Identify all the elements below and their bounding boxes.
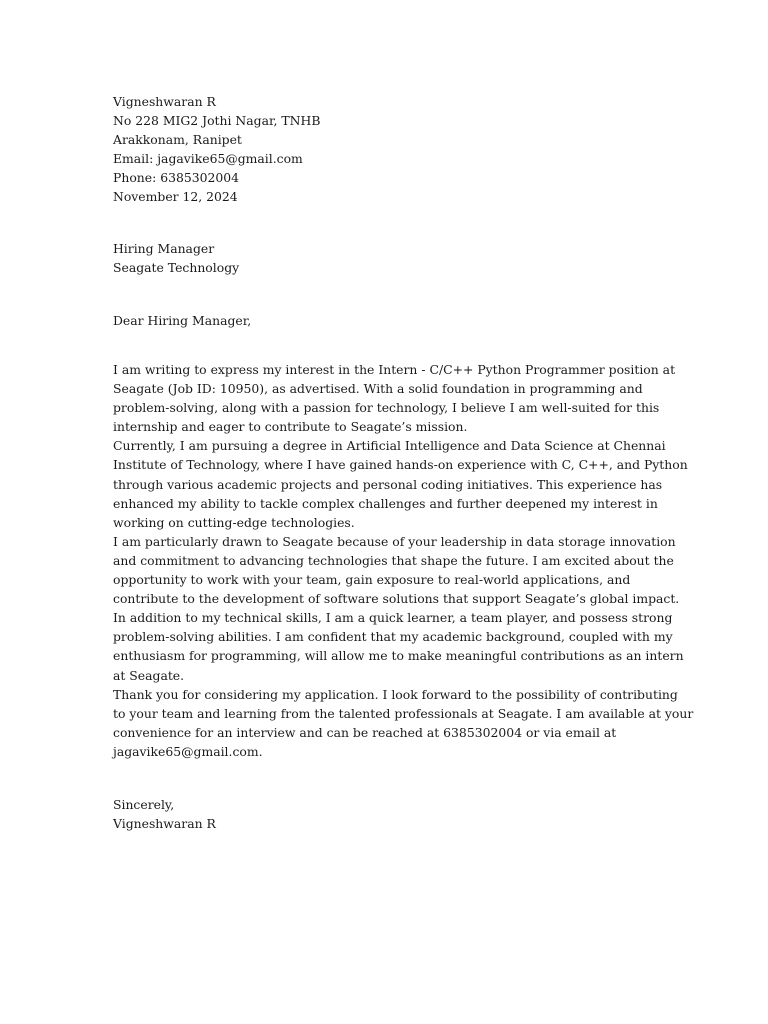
sender-street: No 228 MIG2 Jothi Nagar, TNHB [113,113,321,129]
sender-name: Vigneshwaran R [113,94,216,109]
sender-email: Email: jagavike65@gmail.com [113,151,303,167]
body-line: working on cutting-edge technologies. [113,514,355,530]
body-line: I am particularly drawn to Seagate because of your leadership in data storage innovation [113,533,676,549]
body-line: and commitment to advancing technologies that shape the future. I am excited about the [113,552,674,568]
body-line: internship and eager to contribute to Seagate’s mission. [113,419,468,435]
body-line: at Seagate. [113,667,185,683]
body-line: Currently, I am pursuing a degree in Artificial Intelligence and Data Science at Chennai [113,438,666,454]
salutation-text: Dear Hiring Manager, [113,313,252,328]
body-line: jagavike65@gmail.com. [113,743,263,759]
body-line: enthusiasm for programming, will allow me to make meaningful contributions as an intern [113,648,684,664]
recipient-company: Seagate Technology [113,260,240,276]
letter-body [113,360,694,761]
closing-phrase: Sincerely, [113,797,175,812]
letter-date: November 12, 2024 [113,189,238,205]
recipient-block [113,239,673,277]
body-line: Institute of Technology, where I have gained hands-on experience with C, C++, and Python [113,457,688,473]
body-line: In addition to my technical skills, I am a quick learner, a team player, and possess strong [113,610,673,626]
body-line: enhanced my ability to tackle complex challenges and further deepened my interest in [113,495,658,511]
body-line: problem-solving, along with a passion for technology, I believe I am well-suited for this [113,400,660,416]
body-line: through various academic projects and personal coding initiatives. This experience has [113,476,663,492]
body-line: opportunity to work with your team, gain exposure to real-world applications, and [113,572,631,588]
signature-name: Vigneshwaran R [113,816,216,832]
body-line: Thank you for considering my application. I look forward to the possibility of contributing [113,686,678,702]
body-line: contribute to the development of software solutions that support Seagate’s global impact. [113,591,680,607]
closing-block [113,795,673,833]
sender-city: Arakkonam, Ranipet [113,132,242,148]
body-line: I am writing to express my interest in the Intern - C/C++ Python Programmer position at [113,362,676,377]
recipient-title: Hiring Manager [113,241,215,256]
body-line: problem-solving abilities. I am confident that my academic background, coupled with my [113,629,673,645]
salutation [113,311,673,330]
body-line: Seagate (Job ID: 10950), as advertised. With a solid foundation in programming and [113,381,643,397]
sender-phone: Phone: 6385302004 [113,170,240,186]
body-line: convenience for an interview and can be reached at 6385302004 or via email at [113,724,617,740]
body-line: to your team and learning from the talented professionals at Seagate. I am available at your [113,705,694,721]
sender-address-block [113,92,673,207]
